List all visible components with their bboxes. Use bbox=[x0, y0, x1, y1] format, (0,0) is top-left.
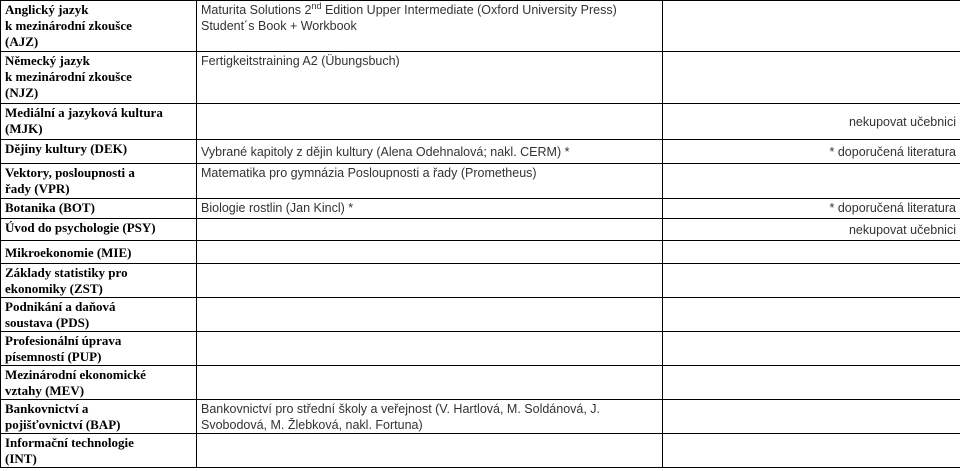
table-row bbox=[1, 199, 960, 219]
subject-cell: Mediální a jazyková kultura (MJK) bbox=[1, 104, 197, 140]
table-row bbox=[1, 164, 960, 199]
textbook-cell bbox=[197, 241, 663, 264]
note-cell bbox=[663, 1, 960, 52]
subject-cell: Mezinárodní ekonomické vztahy (MEV) bbox=[1, 366, 197, 400]
table-row bbox=[1, 140, 960, 164]
textbook-superscript: nd bbox=[311, 0, 322, 11]
subject-cell: Profesionální úprava písemností (PUP) bbox=[1, 332, 197, 366]
subject-cell: Vektory, posloupnosti a řady (VPR) bbox=[1, 164, 197, 199]
note-cell bbox=[663, 164, 960, 199]
note-cell bbox=[663, 264, 960, 298]
subject-cell: Mikroekonomie (MIE) bbox=[1, 241, 197, 264]
note-cell bbox=[663, 332, 960, 366]
table-row bbox=[1, 52, 960, 104]
table-row bbox=[1, 400, 960, 434]
table-row bbox=[1, 434, 960, 468]
subject-cell: Německý jazyk k mezinárodní zkoušce (NJZ) bbox=[1, 52, 197, 104]
subject-cell: Podnikání a daňová soustava (PDS) bbox=[1, 298, 197, 332]
note-cell bbox=[663, 52, 960, 104]
table-row bbox=[1, 298, 960, 332]
textbook-cell bbox=[197, 219, 663, 241]
subject-cell: Dějiny kultury (DEK) bbox=[1, 140, 197, 164]
note-cell: * doporučená literatura bbox=[663, 199, 960, 219]
note-cell: * doporučená literatura bbox=[663, 140, 960, 164]
textbook-cell bbox=[197, 1, 663, 52]
textbook-cell bbox=[197, 104, 663, 140]
note-cell: nekupovat učebnici bbox=[663, 219, 960, 241]
textbook-cell: Biologie rostlin (Jan Kincl) * bbox=[197, 199, 663, 219]
subject-cell: Bankovnictví a pojišťovnictví (BAP) bbox=[1, 400, 197, 434]
note-cell bbox=[663, 400, 960, 434]
note-cell: nekupovat učebnici bbox=[663, 104, 960, 140]
textbook-cell bbox=[197, 332, 663, 366]
note-cell bbox=[663, 434, 960, 468]
note-cell bbox=[663, 298, 960, 332]
textbook-cell: Bankovnictví pro střední školy a veřejnost (V. Hartlová, M. Soldánová, J. Svobodová, M. Žlebková, nakl. Fortuna) bbox=[197, 400, 663, 434]
table-row bbox=[1, 366, 960, 400]
subject-cell: Úvod do psychologie (PSY) bbox=[1, 219, 197, 241]
subject-cell: Botanika (BOT) bbox=[1, 199, 197, 219]
subject-cell: Anglický jazyk k mezinárodní zkoušce (AJZ) bbox=[1, 1, 197, 52]
note-cell bbox=[663, 366, 960, 400]
textbook-text-rest: Edition Upper Intermediate (Oxford University Press) Student´s Book + Workbook bbox=[201, 3, 617, 33]
textbook-cell bbox=[197, 434, 663, 468]
subject-cell: Informační technologie (INT) bbox=[1, 434, 197, 468]
table-row bbox=[1, 1, 960, 52]
textbook-cell: Fertigkeitstraining A2 (Übungsbuch) bbox=[197, 52, 663, 104]
textbook-cell bbox=[197, 298, 663, 332]
subject-cell: Základy statistiky pro ekonomiky (ZST) bbox=[1, 264, 197, 298]
note-cell bbox=[663, 241, 960, 264]
textbook-cell bbox=[197, 366, 663, 400]
table-row bbox=[1, 241, 960, 264]
table-row bbox=[1, 104, 960, 140]
table-row bbox=[1, 264, 960, 298]
table-row bbox=[1, 332, 960, 366]
textbook-cell bbox=[197, 264, 663, 298]
table-row bbox=[1, 219, 960, 241]
textbook-text: Maturita Solutions 2 bbox=[201, 3, 312, 17]
textbook-cell: Vybrané kapitoly z dějin kultury (Alena Odehnalová; nakl. CERM) * bbox=[197, 140, 663, 164]
textbook-cell: Matematika pro gymnázia Posloupnosti a řady (Prometheus) bbox=[197, 164, 663, 199]
